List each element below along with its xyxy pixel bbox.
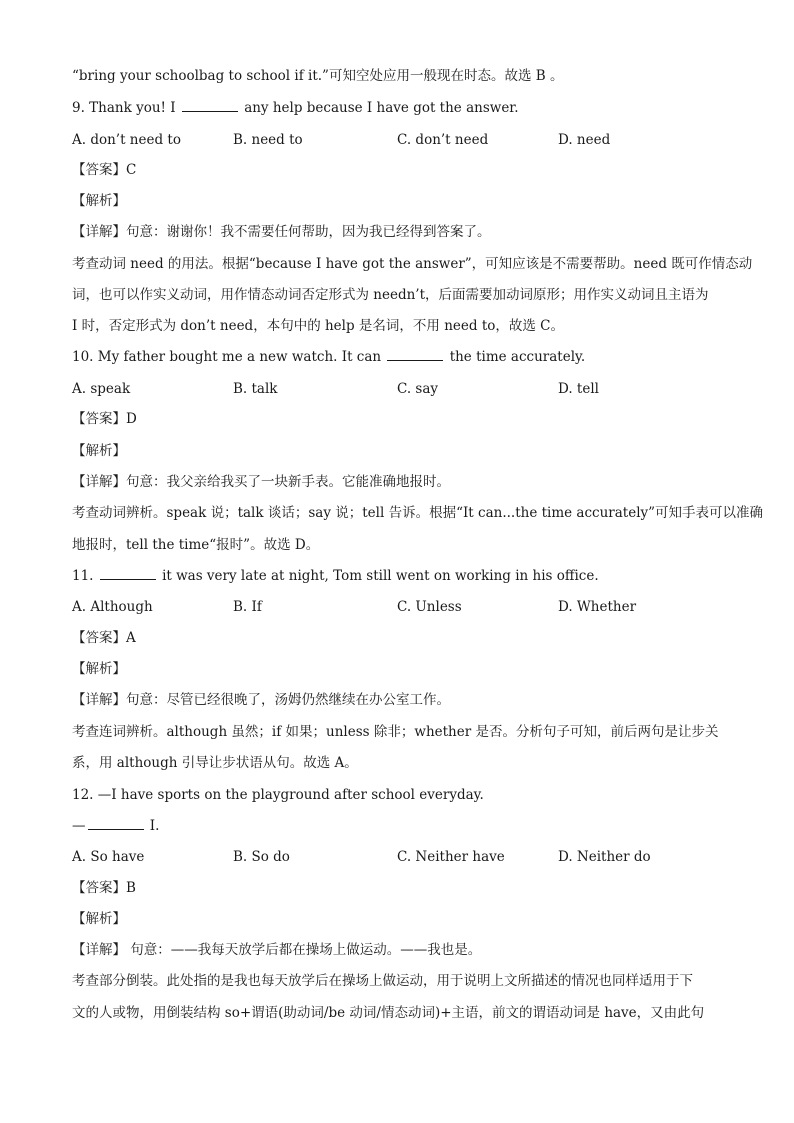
- option-d: D. Neither do: [558, 849, 651, 865]
- explanation-line: 考查连词辨析。although 虽然；if 如果；unless 除非；whether 是否。分析句子可知，前后两句是让步关: [72, 724, 719, 740]
- detail-text: 句意：尽管已经很晚了，汤姆仍然继续在办公室工作。: [126, 692, 450, 708]
- answer-value: D: [126, 411, 137, 427]
- option-d: D. tell: [558, 381, 599, 397]
- option-a: A. don’t need to: [72, 132, 181, 148]
- answer-blank: [100, 567, 156, 580]
- explanation-line: 考查部分倒装。此处指的是我也每天放学后在操场上做运动，用于说明上文所描述的情况也同样适用于下: [72, 973, 693, 989]
- question-11-stem: [72, 566, 732, 586]
- explanation-line: 系，用 although 引导让步状语从句。故选 A。: [72, 755, 358, 771]
- analysis-tag: 【解析】: [72, 661, 126, 677]
- answer-tag: 【答案】: [72, 880, 126, 896]
- option-c: C. Unless: [397, 599, 462, 615]
- option-b: B. So do: [233, 849, 290, 865]
- stem-before: 10. My father bought me a new watch. It can: [72, 349, 382, 365]
- continuation-line: “bring your schoolbag to school if it.”可知空处应用一般现在时态。故选 B 。: [72, 68, 564, 84]
- detail-line: [72, 222, 732, 242]
- option-c: C. say: [397, 381, 439, 397]
- stem-before: 11.: [72, 568, 94, 584]
- analysis-tag: 【解析】: [72, 193, 126, 209]
- detail-tag: 【详解】: [72, 942, 126, 958]
- detail-tag: 【详解】: [72, 692, 126, 708]
- explanation-line: 考查动词辨析。speak 说；talk 谈话；say 说；tell 告诉。根据“It can...the time accurately”可知手表可以准确: [72, 505, 764, 521]
- detail-line: [72, 940, 732, 960]
- answer-blank: [88, 817, 144, 830]
- reply-after: I.: [149, 818, 160, 834]
- detail-text: 句意：谢谢你！我不需要任何帮助，因为我已经得到答案了。: [126, 224, 491, 240]
- question-12-stem: 12. —I have sports on the playground after school everyday.: [72, 787, 484, 803]
- stem-after: it was very late at night, Tom still went on working in his office.: [162, 568, 599, 584]
- answer-line: [72, 160, 732, 180]
- option-b: B. need to: [233, 132, 303, 148]
- answer-value: C: [126, 162, 137, 178]
- explanation-line: 词，也可以作实义动词，用作情态动词否定形式为 needn’t，后面需要加动词原形；用作实义动词且主语为: [72, 287, 709, 303]
- option-d: D. Whether: [558, 599, 637, 615]
- option-d: D. need: [558, 132, 611, 148]
- detail-line: [72, 690, 732, 710]
- answer-tag: 【答案】: [72, 411, 126, 427]
- answer-value: A: [126, 630, 136, 646]
- answer-line: [72, 878, 732, 898]
- stem-before: 9. Thank you! I: [72, 100, 176, 116]
- option-b: B. If: [233, 599, 262, 615]
- question-10-stem: [72, 347, 732, 367]
- detail-tag: 【详解】: [72, 224, 126, 240]
- answer-line: [72, 628, 732, 648]
- reply-dash: —: [72, 818, 86, 834]
- analysis-tag: 【解析】: [72, 443, 126, 459]
- question-12-reply: [72, 816, 732, 836]
- option-a: A. speak: [72, 381, 131, 397]
- answer-value: B: [126, 880, 136, 896]
- detail-line: [72, 472, 732, 492]
- detail-text: 句意：——我每天放学后都在操场上做运动。——我也是。: [126, 942, 482, 958]
- explanation-line: 地报时，tell the time“报时”。故选 D。: [72, 537, 320, 553]
- option-c: C. don’t need: [397, 132, 489, 148]
- answer-line: [72, 409, 732, 429]
- analysis-tag: 【解析】: [72, 911, 126, 927]
- answer-tag: 【答案】: [72, 630, 126, 646]
- answer-blank: [182, 99, 238, 112]
- option-c: C. Neither have: [397, 849, 505, 865]
- stem-after: the time accurately.: [449, 349, 586, 365]
- answer-blank: [387, 348, 443, 361]
- option-a: A. So have: [72, 849, 145, 865]
- detail-text: 句意：我父亲给我买了一块新手表。它能准确地报时。: [126, 474, 450, 490]
- option-b: B. talk: [233, 381, 278, 397]
- explanation-line: 文的人或物，用倒装结构 so+谓语(助动词/be 动词/情态动词)+主语，前文的谓语动词是 have，又由此句: [72, 1005, 705, 1021]
- explanation-line: I 时，否定形式为 don’t need，本句中的 help 是名词，不用 need to，故选 C。: [72, 318, 564, 334]
- question-9-stem: [72, 98, 732, 118]
- option-a: A. Although: [72, 599, 153, 615]
- stem-after: any help because I have got the answer.: [244, 100, 519, 116]
- explanation-line: 考查动词 need 的用法。根据“because I have got the answer”，可知应该是不需要帮助。need 既可作情态动: [72, 256, 753, 272]
- answer-tag: 【答案】: [72, 162, 126, 178]
- detail-tag: 【详解】: [72, 474, 126, 490]
